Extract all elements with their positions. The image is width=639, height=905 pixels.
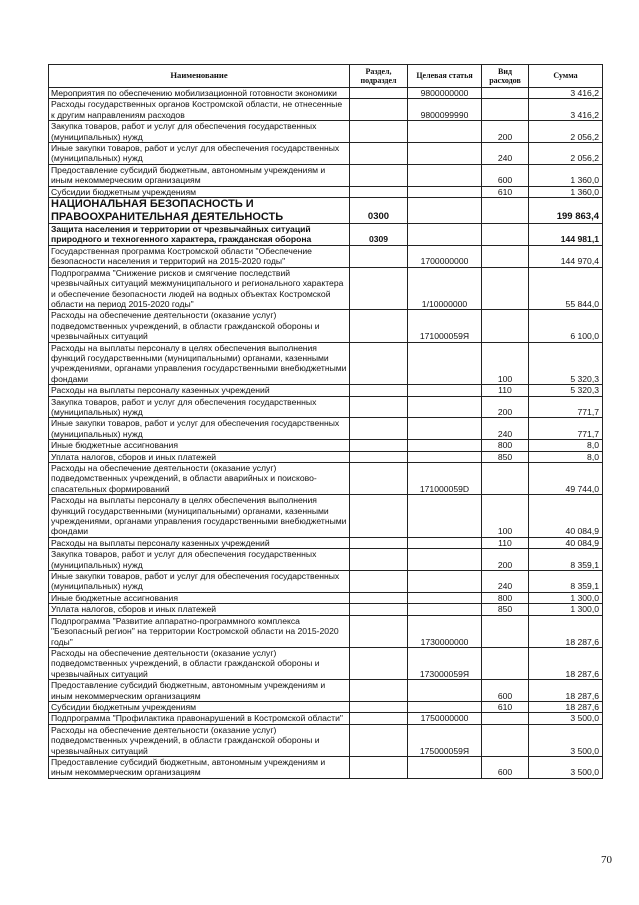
column-header-target: Целевая статья	[408, 65, 482, 88]
cell-vid	[482, 310, 529, 342]
cell-section	[350, 88, 408, 99]
cell-section	[350, 186, 408, 197]
table-row	[49, 495, 603, 538]
budget-table-page	[48, 64, 602, 779]
cell-section	[350, 267, 408, 310]
cell-name: Предоставление субсидий бюджетным, автономным учреждениям и иным некоммерческим организациям	[49, 680, 350, 702]
cell-sum: 5 320,3	[529, 342, 603, 385]
cell-vid: 100	[482, 342, 529, 385]
table-row	[49, 724, 603, 756]
cell-section	[350, 310, 408, 342]
table-row	[49, 418, 603, 440]
cell-target: 1700000000	[408, 245, 482, 267]
cell-target	[408, 592, 482, 603]
cell-name: Закупка товаров, работ и услуг для обеспечения государственных (муниципальных) нужд	[49, 121, 350, 143]
cell-section	[350, 451, 408, 462]
cell-target: 175000059Я	[408, 724, 482, 756]
table-row	[49, 143, 603, 165]
cell-section	[350, 571, 408, 593]
cell-sum: 49 744,0	[529, 463, 603, 495]
table-header-row	[49, 65, 603, 88]
cell-target	[408, 186, 482, 197]
cell-target: 9800000000	[408, 88, 482, 99]
cell-name: Закупка товаров, работ и услуг для обеспечения государственных (муниципальных) нужд	[49, 549, 350, 571]
table-row	[49, 571, 603, 593]
cell-sum: 18 287,6	[529, 680, 603, 702]
cell-vid	[482, 647, 529, 679]
cell-sum: 3 416,2	[529, 88, 603, 99]
cell-section	[350, 418, 408, 440]
cell-section	[350, 385, 408, 396]
cell-name: Предоставление субсидий бюджетным, автономным учреждениям и иным некоммерческим организациям	[49, 756, 350, 778]
cell-target: 1/10000000	[408, 267, 482, 310]
cell-sum: 3 500,0	[529, 724, 603, 756]
cell-vid	[482, 198, 529, 224]
cell-target: 9800099990	[408, 99, 482, 121]
cell-target	[408, 756, 482, 778]
cell-sum: 40 084,9	[529, 537, 603, 548]
cell-vid: 200	[482, 549, 529, 571]
cell-sum: 55 844,0	[529, 267, 603, 310]
table-row	[49, 121, 603, 143]
cell-vid: 110	[482, 385, 529, 396]
cell-target	[408, 198, 482, 224]
cell-section	[350, 99, 408, 121]
cell-target: 1730000000	[408, 615, 482, 647]
cell-vid: 850	[482, 604, 529, 615]
cell-target	[408, 342, 482, 385]
cell-vid: 600	[482, 164, 529, 186]
cell-section	[350, 495, 408, 538]
cell-section: 0300	[350, 198, 408, 224]
column-header-vid: Вид расходов	[482, 65, 529, 88]
cell-sum: 1 360,0	[529, 164, 603, 186]
cell-vid: 800	[482, 592, 529, 603]
cell-vid	[482, 713, 529, 724]
cell-name: Расходы на выплаты персоналу казенных учреждений	[49, 537, 350, 548]
cell-target: 173000059Я	[408, 647, 482, 679]
table-row	[49, 267, 603, 310]
cell-target	[408, 680, 482, 702]
table-row	[49, 537, 603, 548]
cell-sum: 3 500,0	[529, 713, 603, 724]
table-row	[49, 186, 603, 197]
cell-target	[408, 385, 482, 396]
table-row	[49, 440, 603, 451]
cell-target	[408, 418, 482, 440]
cell-section	[350, 463, 408, 495]
table-row	[49, 451, 603, 462]
cell-section	[350, 245, 408, 267]
cell-section	[350, 537, 408, 548]
cell-name: Расходы на выплаты персоналу казенных учреждений	[49, 385, 350, 396]
table-row	[49, 604, 603, 615]
cell-target	[408, 440, 482, 451]
cell-section	[350, 121, 408, 143]
table-row	[49, 701, 603, 712]
cell-name: Подпрограмма "Профилактика правонарушений в Костромской области"	[49, 713, 350, 724]
cell-section	[350, 680, 408, 702]
table-row	[49, 310, 603, 342]
cell-sum: 8,0	[529, 440, 603, 451]
table-row	[49, 592, 603, 603]
cell-name: НАЦИОНАЛЬНАЯ БЕЗОПАСНОСТЬ И ПРАВООХРАНИТЕЛЬНАЯ ДЕЯТЕЛЬНОСТЬ	[49, 198, 350, 224]
cell-name: Расходы на обеспечение деятельности (оказание услуг) подведомственных учреждений, в области аварийных и поисково-спасательных формирований	[49, 463, 350, 495]
cell-vid	[482, 88, 529, 99]
cell-name: Расходы государственных органов Костромской области, не отнесенные к другим направлениям расходов	[49, 99, 350, 121]
cell-sum: 1 300,0	[529, 604, 603, 615]
cell-sum: 771,7	[529, 396, 603, 418]
table-row	[49, 549, 603, 571]
cell-sum: 8 359,1	[529, 571, 603, 593]
cell-vid: 200	[482, 121, 529, 143]
cell-name: Уплата налогов, сборов и иных платежей	[49, 604, 350, 615]
cell-target: 171000059D	[408, 463, 482, 495]
cell-section: 0309	[350, 224, 408, 246]
cell-section	[350, 549, 408, 571]
cell-target	[408, 571, 482, 593]
cell-target	[408, 537, 482, 548]
cell-section	[350, 592, 408, 603]
cell-target	[408, 701, 482, 712]
table-row	[49, 245, 603, 267]
cell-target	[408, 549, 482, 571]
cell-target	[408, 224, 482, 246]
cell-section	[350, 164, 408, 186]
cell-target	[408, 143, 482, 165]
cell-vid	[482, 463, 529, 495]
table-row	[49, 647, 603, 679]
cell-section	[350, 143, 408, 165]
cell-name: Предоставление субсидий бюджетным, автономным учреждениям и иным некоммерческим организациям	[49, 164, 350, 186]
table-row	[49, 198, 603, 224]
cell-name: Защита населения и территории от чрезвычайных ситуаций природного и техногенного характера, гражданская оборона	[49, 224, 350, 246]
cell-name: Иные бюджетные ассигнования	[49, 440, 350, 451]
table-row	[49, 99, 603, 121]
cell-name: Субсидии бюджетным учреждениям	[49, 186, 350, 197]
cell-section	[350, 615, 408, 647]
cell-name: Расходы на выплаты персоналу в целях обеспечения выполнения функций государственными (муниципальными) органами, казенными учреждениями, органами управления государственными внебюджетными фондами	[49, 342, 350, 385]
cell-name: Иные бюджетные ассигнования	[49, 592, 350, 603]
cell-vid: 240	[482, 143, 529, 165]
cell-sum: 1 300,0	[529, 592, 603, 603]
budget-table	[48, 64, 603, 779]
cell-section	[350, 756, 408, 778]
column-header-section: Раздел, подраздел	[350, 65, 408, 88]
cell-sum: 1 360,0	[529, 186, 603, 197]
table-row	[49, 342, 603, 385]
table-row	[49, 713, 603, 724]
column-header-sum: Сумма	[529, 65, 603, 88]
cell-sum: 2 056,2	[529, 143, 603, 165]
cell-sum: 144 981,1	[529, 224, 603, 246]
cell-vid: 800	[482, 440, 529, 451]
cell-sum: 3 500,0	[529, 756, 603, 778]
cell-vid: 110	[482, 537, 529, 548]
cell-vid: 600	[482, 680, 529, 702]
table-row	[49, 615, 603, 647]
cell-name: Подпрограмма "Снижение рисков и смягчение последствий чрезвычайных ситуаций межмуниципального и регионального характера и обеспечение безопасности людей на водных объектах Костромской области на период 2015-2020 годы"	[49, 267, 350, 310]
cell-target	[408, 396, 482, 418]
table-row	[49, 224, 603, 246]
cell-name: Мероприятия по обеспечению мобилизационной готовности экономики	[49, 88, 350, 99]
table-row	[49, 385, 603, 396]
cell-vid: 850	[482, 451, 529, 462]
table-row	[49, 756, 603, 778]
cell-section	[350, 724, 408, 756]
cell-section	[350, 647, 408, 679]
cell-name: Иные закупки товаров, работ и услуг для обеспечения государственных (муниципальных) нужд	[49, 571, 350, 593]
cell-sum: 771,7	[529, 418, 603, 440]
cell-name: Закупка товаров, работ и услуг для обеспечения государственных (муниципальных) нужд	[49, 396, 350, 418]
cell-name: Иные закупки товаров, работ и услуг для обеспечения государственных (муниципальных) нужд	[49, 418, 350, 440]
cell-name: Субсидии бюджетным учреждениям	[49, 701, 350, 712]
cell-vid	[482, 245, 529, 267]
cell-target	[408, 164, 482, 186]
cell-vid: 610	[482, 186, 529, 197]
cell-name: Расходы на выплаты персоналу в целях обеспечения выполнения функций государственными (муниципальными) органами, казенными учреждениями, органами управления государственными внебюджетными фондами	[49, 495, 350, 538]
table-row	[49, 88, 603, 99]
cell-vid: 240	[482, 571, 529, 593]
cell-sum: 18 287,6	[529, 615, 603, 647]
cell-sum: 2 056,2	[529, 121, 603, 143]
cell-vid: 200	[482, 396, 529, 418]
cell-name: Иные закупки товаров, работ и услуг для обеспечения государственных (муниципальных) нужд	[49, 143, 350, 165]
cell-sum: 8 359,1	[529, 549, 603, 571]
cell-section	[350, 604, 408, 615]
cell-sum: 6 100,0	[529, 310, 603, 342]
cell-vid	[482, 99, 529, 121]
table-row	[49, 164, 603, 186]
cell-vid	[482, 267, 529, 310]
cell-target: 1750000000	[408, 713, 482, 724]
cell-section	[350, 396, 408, 418]
cell-section	[350, 701, 408, 712]
table-row	[49, 680, 603, 702]
cell-section	[350, 440, 408, 451]
cell-name: Уплата налогов, сборов и иных платежей	[49, 451, 350, 462]
cell-name: Расходы на обеспечение деятельности (оказание услуг) подведомственных учреждений, в области гражданской обороны и чрезвычайных ситуаций	[49, 647, 350, 679]
cell-sum: 40 084,9	[529, 495, 603, 538]
cell-target: 171000059Я	[408, 310, 482, 342]
cell-target	[408, 121, 482, 143]
cell-sum: 144 970,4	[529, 245, 603, 267]
cell-target	[408, 451, 482, 462]
table-body	[49, 88, 603, 779]
cell-sum: 18 287,6	[529, 647, 603, 679]
cell-sum: 199 863,4	[529, 198, 603, 224]
table-row	[49, 463, 603, 495]
cell-section	[350, 342, 408, 385]
cell-vid: 600	[482, 756, 529, 778]
cell-section	[350, 713, 408, 724]
cell-name: Государственная программа Костромской области "Обеспечение безопасности населения и территорий на 2015-2020 годы"	[49, 245, 350, 267]
cell-name: Подпрограмма "Развитие аппаратно-программного комплекса "Безопасный регион" на территории Костромской области на 2015-2020 годы"	[49, 615, 350, 647]
cell-sum: 8,0	[529, 451, 603, 462]
cell-name: Расходы на обеспечение деятельности (оказание услуг) подведомственных учреждений, в области гражданской обороны и чрезвычайных ситуаций	[49, 310, 350, 342]
cell-sum: 5 320,3	[529, 385, 603, 396]
cell-vid	[482, 724, 529, 756]
cell-vid	[482, 615, 529, 647]
cell-vid: 240	[482, 418, 529, 440]
cell-name: Расходы на обеспечение деятельности (оказание услуг) подведомственных учреждений, в области гражданской обороны и чрезвычайных ситуаций	[49, 724, 350, 756]
cell-target	[408, 604, 482, 615]
page-number: 70	[601, 854, 612, 866]
table-row	[49, 396, 603, 418]
cell-sum: 18 287,6	[529, 701, 603, 712]
cell-vid: 610	[482, 701, 529, 712]
cell-vid	[482, 224, 529, 246]
cell-target	[408, 495, 482, 538]
column-header-name: Наименование	[49, 65, 350, 88]
cell-sum: 3 416,2	[529, 99, 603, 121]
cell-vid: 100	[482, 495, 529, 538]
